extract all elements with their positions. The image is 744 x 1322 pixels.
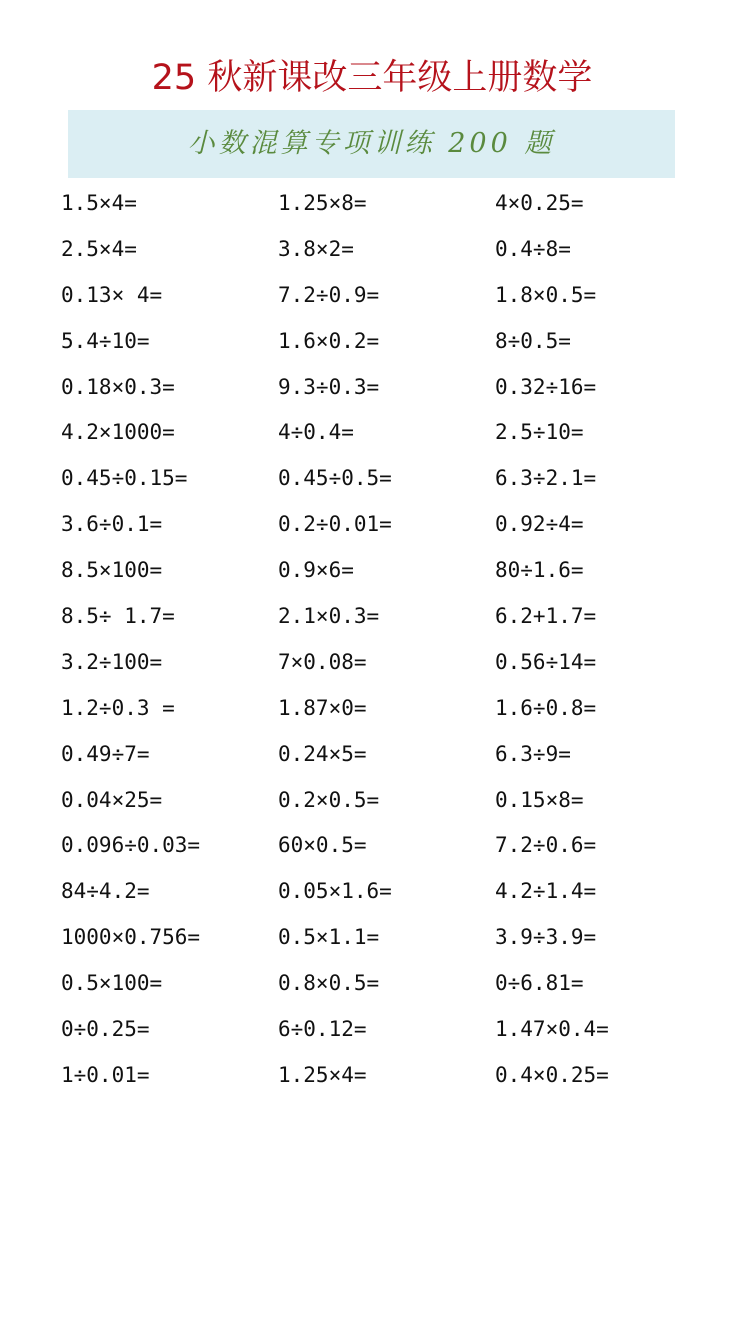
problem-item: 0.13× 4=	[61, 282, 163, 307]
problem-grid	[61, 184, 701, 1102]
problem-row	[61, 872, 701, 918]
problem-item: 1.6×0.2=	[278, 328, 380, 353]
problem-item: 7.2÷0.9=	[278, 282, 380, 307]
problem-item: 1.25×4=	[278, 1062, 367, 1087]
problem-item: 0.24×5=	[278, 741, 367, 766]
problem-item: 6÷0.12=	[278, 1017, 367, 1042]
problem-row	[61, 1056, 701, 1102]
problem-item: 0.15×8=	[495, 787, 584, 812]
problem-item: 0.4×0.25=	[495, 1062, 609, 1087]
problem-item: 7×0.08=	[278, 649, 367, 674]
problem-item: 3.8×2=	[278, 236, 354, 261]
problem-item: 9.3÷0.3=	[278, 374, 380, 399]
problem-item: 0.2×0.5=	[278, 787, 380, 812]
problem-item: 4.2÷1.4=	[495, 879, 597, 904]
problem-row	[61, 964, 701, 1010]
problem-item: 8.5×100=	[61, 558, 163, 583]
problem-item: 1.8×0.5=	[495, 282, 597, 307]
problem-row	[61, 826, 701, 872]
problem-item: 1000×0.756=	[61, 925, 201, 950]
problem-item: 0.04×25=	[61, 787, 163, 812]
problem-item: 0.4÷8=	[495, 236, 571, 261]
problem-item: 0.096÷0.03=	[61, 833, 201, 858]
problem-item: 3.2÷100=	[61, 649, 163, 674]
problem-row	[61, 689, 701, 735]
problem-item: 3.9÷3.9=	[495, 925, 597, 950]
problem-item: 4÷0.4=	[278, 420, 354, 445]
problem-item: 1.87×0=	[278, 695, 367, 720]
problem-item: 0÷0.25=	[61, 1017, 150, 1042]
page-title: 25 秋新课改三年级上册数学	[151, 58, 593, 98]
problem-row	[61, 322, 701, 368]
problem-row	[61, 781, 701, 827]
problem-row	[61, 643, 701, 689]
problem-item: 6.3÷9=	[495, 741, 571, 766]
problem-item: 4×0.25=	[495, 191, 584, 215]
problem-row	[61, 735, 701, 781]
problem-item: 60×0.5=	[278, 833, 367, 858]
problem-item: 1.6÷0.8=	[495, 695, 597, 720]
problem-item: 0.2÷0.01=	[278, 512, 392, 537]
problem-item: 2.1×0.3=	[278, 604, 380, 629]
problem-item: 0÷6.81=	[495, 971, 584, 996]
problem-item: 1.47×0.4=	[495, 1017, 609, 1042]
problem-row	[61, 368, 701, 414]
problem-item: 6.3÷2.1=	[495, 466, 597, 491]
problem-item: 2.5×4=	[61, 236, 137, 261]
problem-row	[61, 413, 701, 459]
problem-item: 1÷0.01=	[61, 1062, 150, 1087]
problem-item: 6.2+1.7=	[495, 604, 597, 629]
problem-item: 8.5÷ 1.7=	[61, 604, 175, 629]
subtitle: 小数混算专项训练 200 题	[187, 128, 556, 159]
problem-row	[61, 597, 701, 643]
problem-item: 8÷0.5=	[495, 328, 571, 353]
problem-item: 0.56÷14=	[495, 649, 597, 674]
problem-item: 7.2÷0.6=	[495, 833, 597, 858]
problem-item: 4.2×1000=	[61, 420, 175, 445]
problem-item: 1.2÷0.3 =	[61, 695, 175, 720]
problem-row	[61, 1010, 701, 1056]
problem-item: 0.45÷0.5=	[278, 466, 392, 491]
problem-item: 0.5×1.1=	[278, 925, 380, 950]
problem-item: 1.5×4=	[61, 191, 137, 215]
problem-item: 0.49÷7=	[61, 741, 150, 766]
problem-row	[61, 276, 701, 322]
problem-item: 0.05×1.6=	[278, 879, 392, 904]
problem-row	[61, 230, 701, 276]
problem-item: 0.32÷16=	[495, 374, 597, 399]
subtitle-banner	[68, 110, 675, 178]
problem-item: 0.5×100=	[61, 971, 163, 996]
problem-item: 0.18×0.3=	[61, 374, 175, 399]
problem-row	[61, 184, 701, 230]
problem-item: 2.5÷10=	[495, 420, 584, 445]
problem-item: 0.45÷0.15=	[61, 466, 188, 491]
problem-row	[61, 459, 701, 505]
problem-row	[61, 551, 701, 597]
problem-item: 3.6÷0.1=	[61, 512, 163, 537]
problem-item: 1.25×8=	[278, 191, 367, 215]
problem-item: 0.9×6=	[278, 558, 354, 583]
problem-item: 84÷4.2=	[61, 879, 150, 904]
problem-item: 80÷1.6=	[495, 558, 584, 583]
problem-item: 0.92÷4=	[495, 512, 584, 537]
problem-row	[61, 505, 701, 551]
problem-item: 0.8×0.5=	[278, 971, 380, 996]
problem-row	[61, 918, 701, 964]
problem-item: 5.4÷10=	[61, 328, 150, 353]
